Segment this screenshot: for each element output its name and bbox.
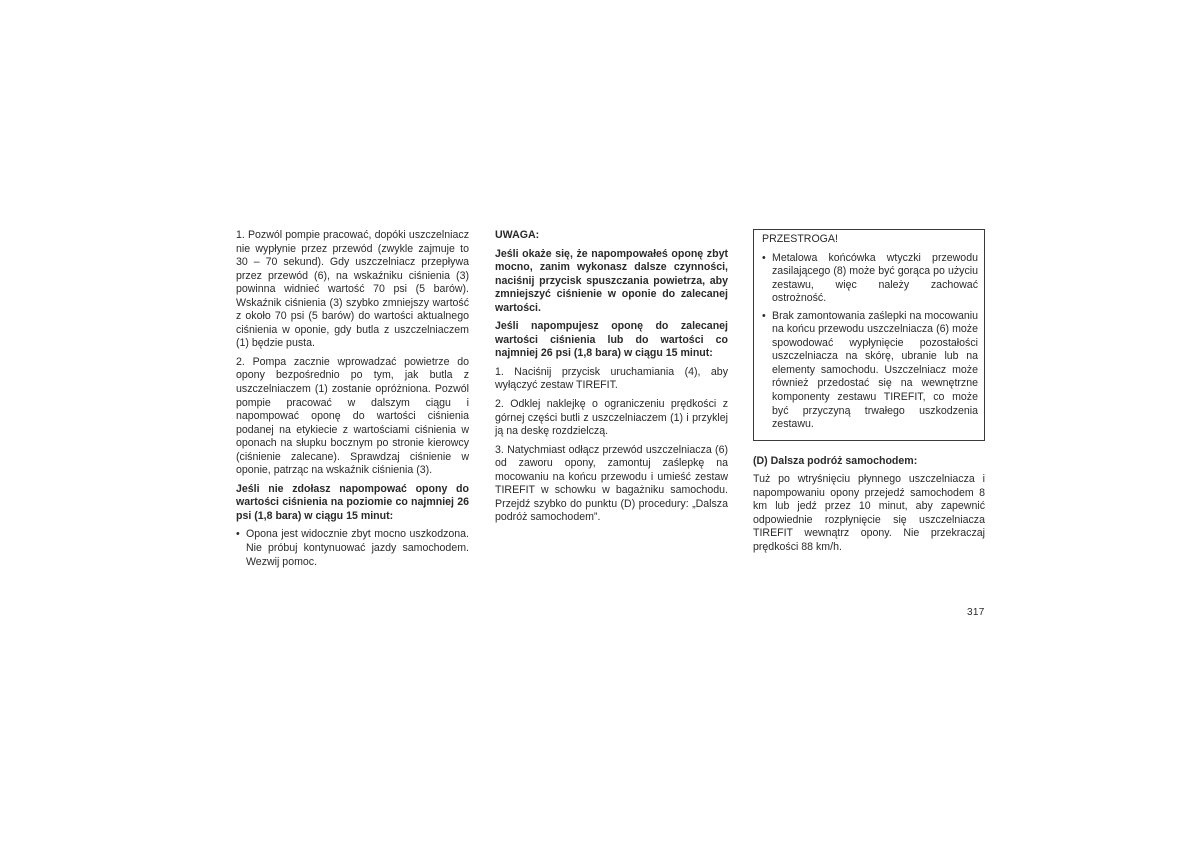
section-text: Tuż po wtryśnięciu płynnego uszczelniacza i napompowaniu opony przejedź samochodem 8 km lub jedź przez 10 minut, aby zapewnić odpowiednie rozpłynięcie się uszczelniacza TIREFIT wewnątrz opony. Nie przekraczaj prędkości 88 km/h.: [753, 473, 985, 553]
caution-bullet-list: [762, 252, 978, 432]
bullet-icon: •: [762, 309, 766, 322]
middle-step-2: 2. Odklej naklejkę o ograniczeniu prędkości z górnej części butli z uszczelniaczem (1) i przyklej ją na deskę rozdzielczą.: [495, 398, 728, 438]
left-column: [236, 229, 469, 572]
bullet-icon: •: [762, 251, 766, 264]
page-number: 317: [967, 607, 985, 618]
list-item: [762, 310, 978, 432]
right-column: [753, 229, 985, 559]
left-step-2: 2. Pompa zacznie wprowadzać powietrze do opony bezpośrednio po tym, jak butla z uszczelniaczem (1) zostanie opróżniona. Pozwól pompie pracować w dalszym ciągu i napompować oponę do wartości ciśnienia podanej na etykiecie z wartościami ciśnienia w oponach na słupku bocznym po stronie kierowcy (ciśnienie zalecane). Sprawdzaj ciśnienie w oponie, patrząc na wskaźnik ciśnienia (3).: [236, 355, 469, 477]
list-item: [762, 252, 978, 306]
section-heading: (D) Dalsza podróż samochodem:: [753, 454, 918, 467]
list-item-text: Metalowa końcówka wtyczki przewodu zasilającego (8) może być gorąca po użyciu zestawu, więc należy zachować ostrożność.: [772, 251, 978, 305]
list-item: [236, 528, 469, 569]
middle-subheading: Jeśli napompujesz oponę do zalecanej wartości ciśnienia lub do wartości co najmniej 26 psi (1,8 bara) w ciągu 15 minut:: [495, 320, 728, 360]
list-item-text: Brak zamontowania zaślepki na mocowaniu na końcu przewodu uszczelniacza (6) może spowodować wypłynięcie pozostałości uszczelniacza na skórę, ubranie lub na elementy samochodu. Uszczelniacz może również przedostać się na wewnętrzne komponenty zestawu TIREFIT, co może być przyczyną trwałego uszkodzenia zestawu.: [772, 309, 978, 431]
note-text: Jeśli okaże się, że napompowałeś oponę zbyt mocno, zanim wykonasz dalsze czynności, naciśnij przycisk spuszczania powietrza, aby zmniejszyć ciśnienie w oponie do zalecanej wartości.: [495, 247, 728, 314]
middle-column: [495, 229, 728, 530]
left-subheading: Jeśli nie zdołasz napompować opony do wartości ciśnienia na poziomie co najmniej 26 psi (1,8 bara) w ciągu 15 minut:: [236, 482, 469, 522]
middle-step-3: 3. Natychmiast odłącz przewód uszczelniacza (6) od zaworu opony, zamontuj zaślepkę na mocowaniu na końcu przewodu i umieść zestaw TIREFIT w schowku w bagażniku samochodu. Przejdź szybko do punktu (D) procedury: „Dalsza podróż samochodem”.: [495, 443, 728, 524]
list-item-text: Opona jest widocznie zbyt mocno uszkodzona. Nie próbuj kontynuować jazdy samochodem. Wezwij pomoc.: [246, 528, 469, 568]
caution-box: [753, 229, 985, 441]
note-label: UWAGA:: [495, 229, 540, 241]
left-step-1: 1. Pozwól pompie pracować, dopóki uszczelniacz nie wypłynie przez przewód (zwykle zajmuje to 30 – 70 sekund). Gdy uszczelniacz przepływa przez przewód (6), na wskaźniku ciśnienia (3) powinna widnieć wartość 70 psi (5 barów). Wskaźnik ciśnienia (3) szybko zmniejszy wartość z około 70 psi (5 barów) do wartości aktualnego ciśnienia w oponie, gdy butla z uszczelniaczem (1) będzie pusta.: [236, 229, 469, 350]
left-bullet-list: [236, 528, 469, 569]
bullet-icon: •: [236, 528, 240, 541]
caution-title: PRZESTROGA!: [762, 233, 838, 245]
middle-step-1: 1. Naciśnij przycisk uruchamiania (4), aby wyłączyć zestaw TIREFIT.: [495, 365, 728, 392]
